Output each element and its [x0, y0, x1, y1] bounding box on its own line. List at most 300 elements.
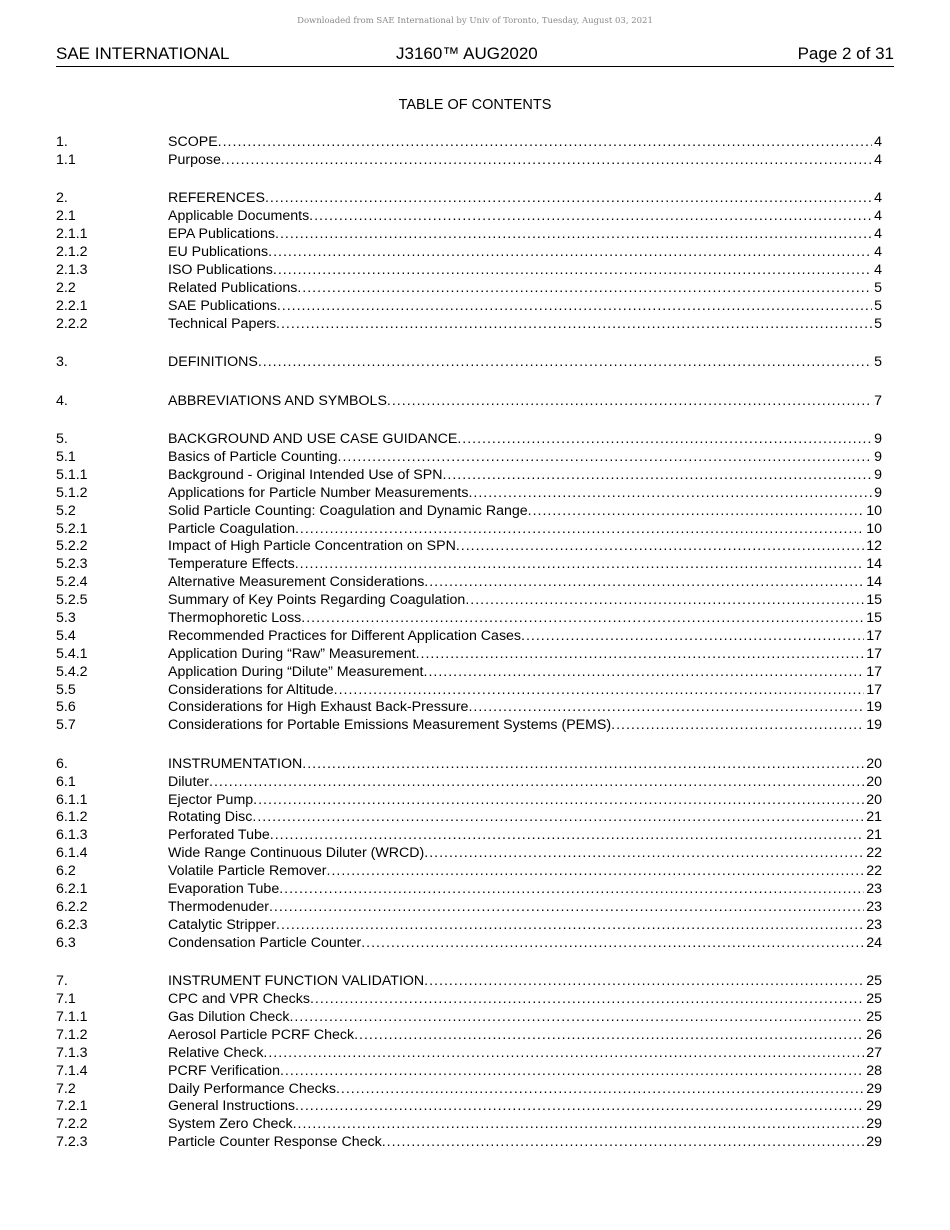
- toc-entry-number: 6.1.4: [56, 845, 88, 862]
- toc-entry-title-wrap: [168, 1116, 864, 1134]
- toc-entry-number: 5.2.5: [56, 592, 88, 609]
- toc-entry-page: 5: [874, 297, 882, 314]
- toc-entry[interactable]: [56, 717, 882, 735]
- toc-dot-leader: [295, 521, 864, 539]
- toc-spacer: [56, 170, 882, 191]
- toc-spacer: [56, 953, 882, 974]
- toc-entry-title: Diluter: [168, 773, 209, 790]
- toc-entry-title: Impact of High Particle Concentration on SPN: [168, 538, 456, 555]
- toc-entry[interactable]: [56, 774, 882, 792]
- toc-dot-leader: [276, 917, 864, 935]
- toc-entry-page: 15: [866, 609, 882, 626]
- toc-entry[interactable]: [56, 503, 882, 521]
- toc-dot-leader: [218, 134, 872, 152]
- toc-entry-title-wrap: [168, 467, 872, 485]
- toc-entry-title: Applicable Documents: [168, 208, 310, 225]
- toc-entry-number: 2.2.2: [56, 315, 88, 332]
- toc-entry-title: General Instructions: [168, 1098, 295, 1115]
- toc-entry-title: Considerations for Portable Emissions Measurement Systems (PEMS): [168, 717, 612, 734]
- toc-entry-number: 6.2.3: [56, 916, 88, 933]
- toc-entry-title: Background - Original Intended Use of SPN: [168, 466, 443, 483]
- toc-dot-leader: [289, 1009, 864, 1027]
- toc-entry-title: Catalytic Stripper: [168, 916, 277, 933]
- toc-entry[interactable]: [56, 354, 882, 372]
- toc-entry[interactable]: [56, 1116, 882, 1134]
- toc-entry-title: DEFINITIONS: [168, 354, 258, 371]
- toc-entry-title: Alternative Measurement Considerations: [168, 574, 425, 591]
- toc-dot-leader: [277, 298, 872, 316]
- toc-entry-title: SAE Publications: [168, 297, 277, 314]
- toc-entry-number: 7.1.3: [56, 1044, 88, 1061]
- toc-entry-title-wrap: [168, 190, 872, 208]
- toc-entry-page: 29: [866, 1080, 882, 1097]
- toc-entry[interactable]: [56, 1081, 882, 1099]
- toc-entry-title-wrap: [168, 699, 864, 717]
- toc-entry-page: 19: [866, 717, 882, 734]
- toc-entry[interactable]: [56, 1063, 882, 1081]
- toc-dot-leader: [253, 792, 864, 810]
- toc-entry[interactable]: [56, 152, 882, 170]
- toc-dot-leader: [521, 628, 864, 646]
- toc-entry-title-wrap: [168, 917, 864, 935]
- toc-entry-page: 15: [866, 592, 882, 609]
- toc-entry-page: 23: [866, 916, 882, 933]
- toc-entry[interactable]: [56, 190, 882, 208]
- toc-entry-title-wrap: [168, 792, 864, 810]
- toc-entry[interactable]: [56, 1098, 882, 1116]
- toc-entry-title: Purpose: [168, 151, 221, 168]
- toc-entry-number: 6.1.3: [56, 827, 88, 844]
- toc-entry-page: 5: [874, 315, 882, 332]
- toc-entry[interactable]: [56, 262, 882, 280]
- toc-entry[interactable]: [56, 899, 882, 917]
- toc-entry-title-wrap: [168, 646, 864, 664]
- toc-entry-page: 26: [866, 1026, 882, 1043]
- toc-entry-number: 2.2.1: [56, 297, 88, 314]
- toc-entry[interactable]: [56, 863, 882, 881]
- toc-entry-page: 10: [866, 502, 882, 519]
- toc-entry-title-wrap: [168, 298, 872, 316]
- toc-entry-page: 22: [866, 845, 882, 862]
- toc-entry-number: 2.1: [56, 208, 76, 225]
- toc-dot-leader: [424, 845, 864, 863]
- toc-entry-title-wrap: [168, 1081, 864, 1099]
- toc-spacer: [56, 372, 882, 393]
- toc-entry-title-wrap: [168, 881, 864, 899]
- toc-entry-title-wrap: [168, 316, 872, 334]
- toc-entry-page: 25: [866, 973, 882, 990]
- toc-dot-leader: [387, 393, 872, 411]
- toc-entry-title-wrap: [168, 1009, 864, 1027]
- toc-entry-title-wrap: [168, 682, 864, 700]
- toc-entry-title: ABBREVIATIONS AND SYMBOLS: [168, 392, 387, 409]
- toc-entry-title: SCOPE: [168, 134, 218, 150]
- toc-entry-title: Thermodenuder: [168, 898, 269, 915]
- toc-entry-number: 5.2.2: [56, 538, 88, 555]
- toc-entry-number: 6.2.2: [56, 898, 88, 915]
- toc-entry[interactable]: [56, 431, 882, 449]
- toc-entry-number: 5.5: [56, 681, 76, 698]
- toc-entry-number: 7.2.2: [56, 1116, 88, 1133]
- toc-entry-title-wrap: [168, 1027, 864, 1045]
- toc-entry-page: 21: [866, 809, 882, 826]
- toc-entry-title: EPA Publications: [168, 226, 275, 243]
- toc-entry-title-wrap: [168, 1134, 864, 1152]
- toc-entry-page: 9: [874, 466, 882, 483]
- toc-entry-number: 6.3: [56, 934, 76, 951]
- toc-entry[interactable]: [56, 556, 882, 574]
- toc-entry-number: 2.2: [56, 279, 76, 296]
- toc-entry-title-wrap: [168, 628, 864, 646]
- toc-entry-page: 4: [874, 261, 882, 278]
- toc-entry-title-wrap: [168, 208, 872, 226]
- toc-entry[interactable]: [56, 574, 882, 592]
- toc-spacer: [56, 334, 882, 355]
- toc-entry-page: 17: [866, 681, 882, 698]
- toc-dot-leader: [269, 899, 864, 917]
- toc-entry[interactable]: [56, 827, 882, 845]
- toc-entry-title-wrap: [168, 556, 864, 574]
- toc-dot-leader: [275, 226, 872, 244]
- toc-entry-number: 7.1: [56, 991, 76, 1008]
- toc-dot-leader: [268, 244, 872, 262]
- toc-entry-title: Considerations for High Exhaust Back-Pressure: [168, 699, 469, 716]
- toc-entry-number: 5.1.2: [56, 484, 88, 501]
- toc-entry[interactable]: [56, 917, 882, 935]
- toc-entry-title: Particle Coagulation: [168, 520, 295, 537]
- toc-dot-leader: [424, 664, 865, 682]
- toc-entry-title-wrap: [168, 827, 864, 845]
- toc-entry-number: 7.1.2: [56, 1026, 88, 1043]
- toc-entry-title: Summary of Key Points Regarding Coagulation: [168, 592, 466, 609]
- toc-entry-title-wrap: [168, 756, 864, 774]
- toc-dot-leader: [528, 503, 865, 521]
- toc-entry-page: 20: [866, 773, 882, 790]
- toc-entry[interactable]: [56, 393, 882, 411]
- toc-entry[interactable]: [56, 792, 882, 810]
- toc-entry-title: Recommended Practices for Different Application Cases: [168, 627, 522, 644]
- toc-entry-title-wrap: [168, 538, 864, 556]
- toc-entry-number: 2.1.2: [56, 244, 88, 261]
- toc-entry-title-wrap: [168, 1045, 864, 1063]
- toc-dot-leader: [309, 208, 872, 226]
- toc-entry-title: Considerations for Altitude: [168, 681, 334, 698]
- toc-entry[interactable]: [56, 935, 882, 953]
- toc-dot-leader: [354, 1027, 864, 1045]
- toc-dot-leader: [258, 354, 872, 372]
- toc-entry-number: 6.: [56, 755, 68, 772]
- toc-dot-leader: [416, 646, 865, 664]
- toc-entry-page: 19: [866, 699, 882, 716]
- toc-dot-leader: [424, 574, 864, 592]
- toc-entry[interactable]: [56, 592, 882, 610]
- toc-dot-leader: [334, 682, 865, 700]
- toc-entry-title-wrap: [168, 1098, 864, 1116]
- toc-entry-page: 5: [874, 354, 882, 371]
- toc-entry-number: 7.: [56, 973, 68, 990]
- toc-entry[interactable]: [56, 134, 882, 152]
- toc-dot-leader: [209, 774, 864, 792]
- toc-entry-page: 4: [874, 208, 882, 225]
- toc-entry-page: 17: [866, 663, 882, 680]
- toc-entry[interactable]: [56, 485, 882, 503]
- toc-spacer: [56, 410, 882, 431]
- toc-entry-number: 6.1: [56, 773, 76, 790]
- toc-entry-page: 9: [874, 484, 882, 501]
- toc-entry-title-wrap: [168, 863, 864, 881]
- toc-entry-number: 7.1.1: [56, 1008, 88, 1025]
- toc-entry[interactable]: [56, 1027, 882, 1045]
- toc-dot-leader: [263, 1045, 864, 1063]
- toc-entry[interactable]: [56, 1009, 882, 1027]
- toc-entry[interactable]: [56, 646, 882, 664]
- toc-entry-title: Particle Counter Response Check: [168, 1134, 382, 1151]
- toc-entry-number: 6.2.1: [56, 881, 88, 898]
- toc-entry[interactable]: [56, 449, 882, 467]
- toc-entry-title-wrap: [168, 521, 864, 539]
- toc-entry[interactable]: [56, 208, 882, 226]
- toc-entry[interactable]: [56, 316, 882, 334]
- toc-entry-page: 14: [866, 556, 882, 573]
- toc-entry-number: 1.: [56, 134, 68, 150]
- table-of-contents: [56, 134, 882, 1152]
- toc-dot-leader: [221, 152, 872, 170]
- toc-entry-title-wrap: [168, 152, 872, 170]
- toc-entry-title: Wide Range Continuous Diluter (WRCD): [168, 845, 425, 862]
- toc-entry-title: INSTRUMENT FUNCTION VALIDATION: [168, 973, 425, 990]
- toc-entry[interactable]: [56, 1045, 882, 1063]
- toc-dot-leader: [276, 316, 872, 334]
- toc-entry-number: 7.2.1: [56, 1098, 88, 1115]
- toc-entry-number: 7.1.4: [56, 1062, 88, 1079]
- toc-entry-number: 5.1.1: [56, 466, 88, 483]
- toc-entry-title-wrap: [168, 717, 864, 735]
- toc-entry-title-wrap: [168, 664, 864, 682]
- toc-entry-title-wrap: [168, 935, 864, 953]
- toc-entry-number: 5.: [56, 431, 68, 448]
- toc-entry[interactable]: [56, 467, 882, 485]
- toc-entry-page: 20: [866, 791, 882, 808]
- toc-entry-title-wrap: [168, 393, 872, 411]
- toc-entry-page: 14: [866, 574, 882, 591]
- toc-entry-title: ISO Publications: [168, 261, 273, 278]
- toc-entry-title: BACKGROUND AND USE CASE GUIDANCE: [168, 431, 458, 448]
- toc-entry-title-wrap: [168, 899, 864, 917]
- toc-entry-title: Technical Papers: [168, 315, 277, 332]
- toc-entry-title-wrap: [168, 610, 864, 628]
- toc-dot-leader: [338, 449, 873, 467]
- toc-entry-title-wrap: [168, 574, 864, 592]
- toc-entry-number: 2.: [56, 190, 68, 207]
- toc-entry-title: PCRF Verification: [168, 1062, 280, 1079]
- toc-entry-title-wrap: [168, 134, 872, 152]
- toc-entry-title: Thermophoretic Loss: [168, 609, 302, 626]
- toc-entry-title: Ejector Pump: [168, 791, 254, 808]
- toc-entry-title: Relative Check: [168, 1044, 264, 1061]
- toc-entry[interactable]: [56, 682, 882, 700]
- toc-entry-number: 4.: [56, 392, 68, 409]
- toc-dot-leader: [310, 991, 864, 1009]
- toc-entry-number: 5.4: [56, 627, 76, 644]
- toc-entry[interactable]: [56, 538, 882, 556]
- toc-entry-title-wrap: [168, 1063, 864, 1081]
- toc-entry[interactable]: [56, 244, 882, 262]
- toc-dot-leader: [457, 431, 872, 449]
- header-document-id: J3160™ AUG2020: [396, 44, 538, 63]
- toc-dot-leader: [611, 717, 864, 735]
- toc-entry[interactable]: [56, 298, 882, 316]
- toc-entry-page: 27: [866, 1044, 882, 1061]
- toc-entry-page: 5: [874, 279, 882, 296]
- toc-entry-title: Solid Particle Counting: Coagulation and Dynamic Range: [168, 502, 528, 519]
- toc-entry-page: 4: [874, 226, 882, 243]
- toc-entry-page: 4: [874, 151, 882, 168]
- toc-entry-title: Related Publications: [168, 279, 298, 296]
- toc-entry-page: 17: [866, 645, 882, 662]
- toc-entry-title-wrap: [168, 226, 872, 244]
- toc-entry-title-wrap: [168, 431, 872, 449]
- toc-entry-title: Volatile Particle Remover: [168, 863, 327, 880]
- toc-entry-title: Basics of Particle Counting: [168, 448, 338, 465]
- toc-entry-number: 5.4.2: [56, 663, 88, 680]
- toc-entry-page: 28: [866, 1062, 882, 1079]
- toc-entry-page: 22: [866, 863, 882, 880]
- download-notice: Downloaded from SAE International by Univ of Toronto, Tuesday, August 03, 2021: [297, 16, 653, 26]
- toc-entry-title: REFERENCES: [168, 190, 265, 207]
- toc-dot-leader: [279, 881, 864, 899]
- toc-entry-title-wrap: [168, 280, 872, 298]
- toc-dot-leader: [468, 699, 864, 717]
- toc-entry[interactable]: [56, 699, 882, 717]
- toc-entry[interactable]: [56, 845, 882, 863]
- toc-entry-title: EU Publications: [168, 244, 269, 261]
- toc-entry-title-wrap: [168, 262, 872, 280]
- toc-entry-number: 5.2: [56, 502, 76, 519]
- toc-dot-leader: [424, 973, 864, 991]
- toc-entry-number: 5.2.3: [56, 556, 88, 573]
- toc-entry-title: Applications for Particle Number Measurements: [168, 484, 469, 501]
- toc-entry-page: 29: [866, 1134, 882, 1151]
- toc-dot-leader: [270, 827, 864, 845]
- toc-entry-title: Perforated Tube: [168, 827, 270, 844]
- toc-entry-page: 7: [874, 392, 882, 409]
- toc-entry[interactable]: [56, 1134, 882, 1152]
- toc-entry-title-wrap: [168, 774, 864, 792]
- toc-entry-number: 5.7: [56, 717, 76, 734]
- toc-entry[interactable]: [56, 610, 882, 628]
- header-organization: SAE INTERNATIONAL: [56, 44, 230, 63]
- toc-dot-leader: [293, 1116, 865, 1134]
- toc-entry-title: Condensation Particle Counter: [168, 934, 362, 951]
- toc-entry-number: 2.1.3: [56, 261, 88, 278]
- toc-entry[interactable]: [56, 809, 882, 827]
- toc-entry[interactable]: [56, 280, 882, 298]
- toc-entry-page: 17: [866, 627, 882, 644]
- toc-entry-number: 7.2: [56, 1080, 76, 1097]
- toc-entry-page: 23: [866, 898, 882, 915]
- toc-entry-page: 4: [874, 244, 882, 261]
- toc-entry-number: 5.2.4: [56, 574, 88, 591]
- toc-entry-number: 6.1.2: [56, 809, 88, 826]
- toc-entry-page: 21: [866, 827, 882, 844]
- toc-entry-title-wrap: [168, 449, 872, 467]
- toc-entry[interactable]: [56, 991, 882, 1009]
- toc-dot-leader: [468, 485, 872, 503]
- toc-entry-title: Gas Dilution Check: [168, 1008, 290, 1025]
- toc-entry-title: Application During “Raw” Measurement: [168, 645, 416, 662]
- toc-entry-number: 5.2.1: [56, 520, 88, 537]
- toc-entry-title-wrap: [168, 485, 872, 503]
- toc-dot-leader: [297, 280, 872, 298]
- toc-entry-page: 4: [874, 134, 882, 150]
- toc-entry-number: 5.1: [56, 448, 76, 465]
- toc-entry-page: 29: [866, 1116, 882, 1133]
- toc-entry-title: Rotating Disc: [168, 809, 253, 826]
- toc-dot-leader: [301, 610, 864, 628]
- toc-entry-title: Daily Performance Checks: [168, 1080, 336, 1097]
- toc-entry-page: 9: [874, 431, 882, 448]
- toc-entry[interactable]: [56, 756, 882, 774]
- toc-title: TABLE OF CONTENTS: [398, 97, 552, 113]
- page-header: [56, 44, 894, 67]
- toc-dot-leader: [361, 935, 864, 953]
- toc-entry-title-wrap: [168, 809, 864, 827]
- toc-entry[interactable]: [56, 628, 882, 646]
- toc-entry[interactable]: [56, 664, 882, 682]
- toc-entry-page: 29: [866, 1098, 882, 1115]
- toc-entry-page: 24: [866, 934, 882, 951]
- toc-entry-page: 12: [866, 538, 882, 555]
- toc-entry-number: 5.4.1: [56, 645, 88, 662]
- toc-entry-page: 25: [866, 991, 882, 1008]
- toc-dot-leader: [280, 1063, 864, 1081]
- toc-entry[interactable]: [56, 973, 882, 991]
- toc-dot-leader: [465, 592, 864, 610]
- toc-entry[interactable]: [56, 226, 882, 244]
- toc-entry-page: 20: [866, 755, 882, 772]
- toc-dot-leader: [456, 538, 864, 556]
- toc-entry-page: 25: [866, 1008, 882, 1025]
- toc-entry-page: 4: [874, 190, 882, 207]
- toc-entry[interactable]: [56, 521, 882, 539]
- toc-dot-leader: [336, 1081, 864, 1099]
- toc-dot-leader: [295, 556, 865, 574]
- toc-entry-title: CPC and VPR Checks: [168, 991, 310, 1008]
- toc-entry-number: 6.1.1: [56, 791, 88, 808]
- toc-entry-page: 23: [866, 881, 882, 898]
- toc-dot-leader: [295, 1098, 864, 1116]
- toc-dot-leader: [382, 1134, 865, 1152]
- toc-entry-page: 9: [874, 448, 882, 465]
- toc-entry-title-wrap: [168, 503, 864, 521]
- toc-entry[interactable]: [56, 881, 882, 899]
- toc-entry-title-wrap: [168, 991, 864, 1009]
- toc-entry-number: 7.2.3: [56, 1134, 88, 1151]
- toc-entry-page: 10: [866, 520, 882, 537]
- toc-entry-number: 2.1.1: [56, 226, 88, 243]
- toc-entry-number: 5.6: [56, 699, 76, 716]
- toc-entry-title-wrap: [168, 354, 872, 372]
- toc-entry-title: Aerosol Particle PCRF Check: [168, 1026, 355, 1043]
- toc-entry-title-wrap: [168, 845, 864, 863]
- toc-dot-leader: [273, 262, 872, 280]
- toc-entry-title: Temperature Effects: [168, 556, 295, 573]
- header-page-number: Page 2 of 31: [797, 44, 894, 63]
- toc-entry-title: Application During “Dilute” Measurement: [168, 663, 424, 680]
- toc-entry-title: INSTRUMENTATION: [168, 755, 303, 772]
- toc-entry-number: 6.2: [56, 863, 76, 880]
- toc-dot-leader: [265, 190, 872, 208]
